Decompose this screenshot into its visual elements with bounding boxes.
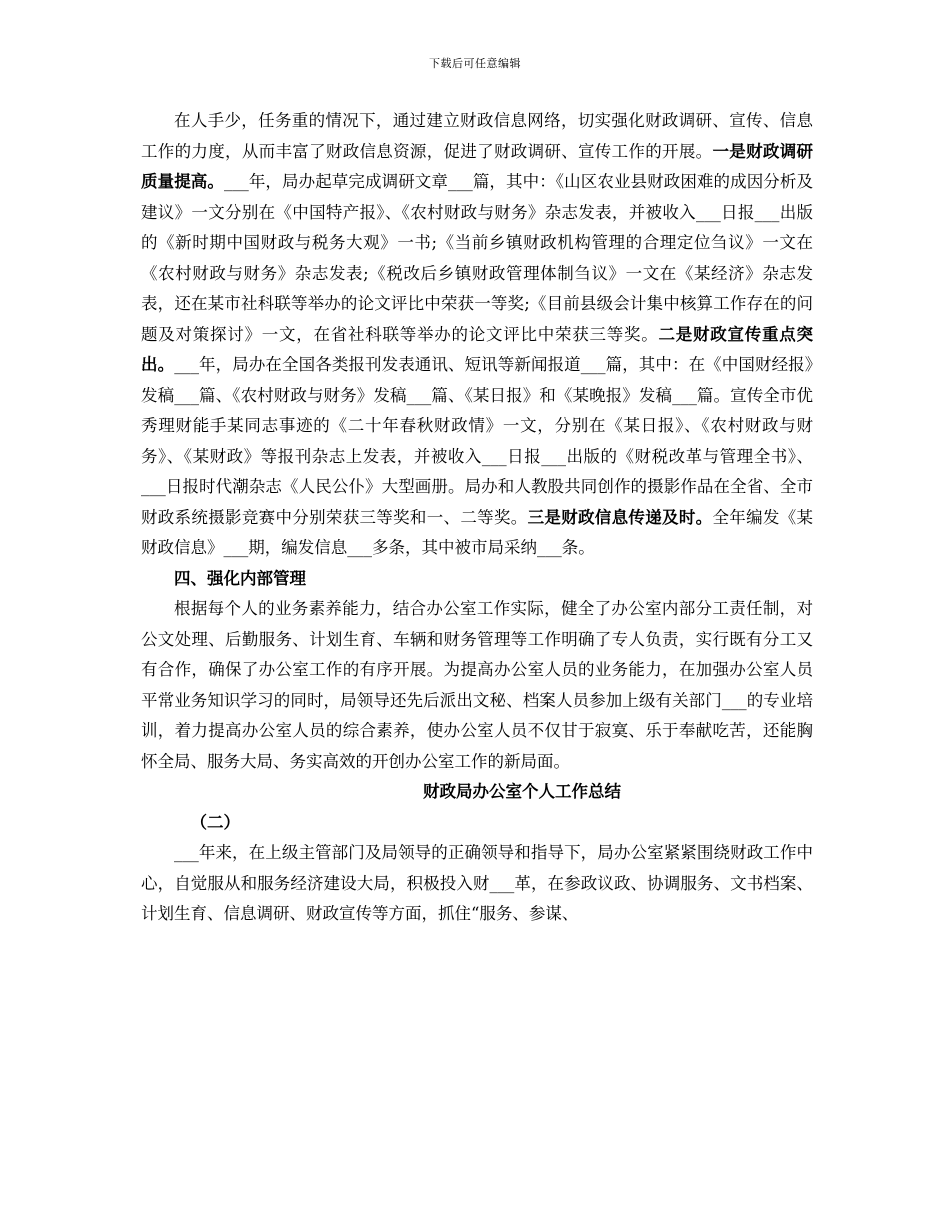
document-title: 财政局办公室个人工作总结: [423, 782, 621, 801]
paragraph-internal-management: 根据每个人的业务素养能力，结合办公室工作实际，健全了办公室内部分工责任制，对公文处理、后勤服务、计划生育、车辆和财务管理等工作明确了专人负责，实行既有分工又有合作，确保了办公室工作的有序开展。为提高办公室人员的业务能力，在加强办公室人员平常业务知识学习的同时，局领导还先后派出文秘、档案人员参加上级有关部门___的专业培训，着力提高办公室人员的综合素养，使办公室人员不仅甘于寂寞、乐于奉献吃苦，还能胸怀全局、服务大局、务实高效的开创办公室工作的新局面。: [141, 599, 813, 771]
paragraph-research-publicity: [141, 106, 813, 564]
paragraph-text: 在人手少，任务重的情况下，通过建立财政信息网络，切实强化财政调研、宣传、信息工作的力度，从而丰富了财政信息资源，促进了财政调研、宣传工作的开展。: [141, 111, 813, 161]
bold-point-three: 三是财政信息传递及时。: [527, 507, 713, 527]
paragraph-text: 全年编发《某财政信息》___期，编发信息___多条，其中被市局采纳___条。: [141, 507, 814, 557]
document-subtitle: （二）: [190, 812, 240, 832]
section-heading-internal-management: 四、强化内部管理: [174, 568, 306, 588]
paragraph-text: ___年，局办在全国各类报刊发表通讯、短讯等新闻报道___篇，其中：在《中国财经报》发稿___篇、《农村财政与财务》发稿___篇、《某日报》和《某晚报》发稿___篇。宣传全市优秀理财能手某同志事迹的《二十年春秋财政情》一文，分别在《某日报》、《农村财政与财务》、《某财政》等报刊杂志上发表，并被收入___日报___出版的《财税改革与管理全书》、___日报时代潮杂志《人民公仆》大型画册。局办和人教股共同创作的摄影作品在全省、全市财政系统摄影竞赛中分别荣获三等奖和一、二等奖。: [141, 355, 814, 527]
page-header: 下载后可任意编辑: [429, 57, 521, 70]
document-body: [141, 106, 813, 930]
paragraph-text: ___年，局办起草完成调研文章___篇，其中：《山区农业县财政困难的成因分析及建议》一文分别在《中国特产报》、《农村财政与财务》杂志发表，并被收入___日报___出版的《新时期中国财政与税务大观》一书;《当前乡镇财政机构管理的合理定位刍议》一文在《农村财政与财务》杂志发表;《税改后乡镇财政管理体制刍议》一文在《某经济》杂志发表，还在某市社科联等举办的论文评比中荣获一等奖;《目前县级会计集中核算工作存在的问题及对策探讨》一文，在省社科联等举办的论文评比中荣获三等奖。: [141, 172, 814, 344]
bold-point-one: 一是财政调研质量提高。: [141, 141, 814, 191]
bold-point-two: 二是财政宣传重点突出。: [141, 324, 813, 374]
paragraph-summary-intro: ___年来，在上级主管部门及局领导的正确领导和指导下，局办公室紧紧围绕财政工作中心，自觉服从和服务经济建设大局，积极投入财___革，在参政议政、协调服务、文书档案、计划生育、信息调研、财政宣传等方面，抓住“服务、参谋、: [141, 843, 813, 923]
